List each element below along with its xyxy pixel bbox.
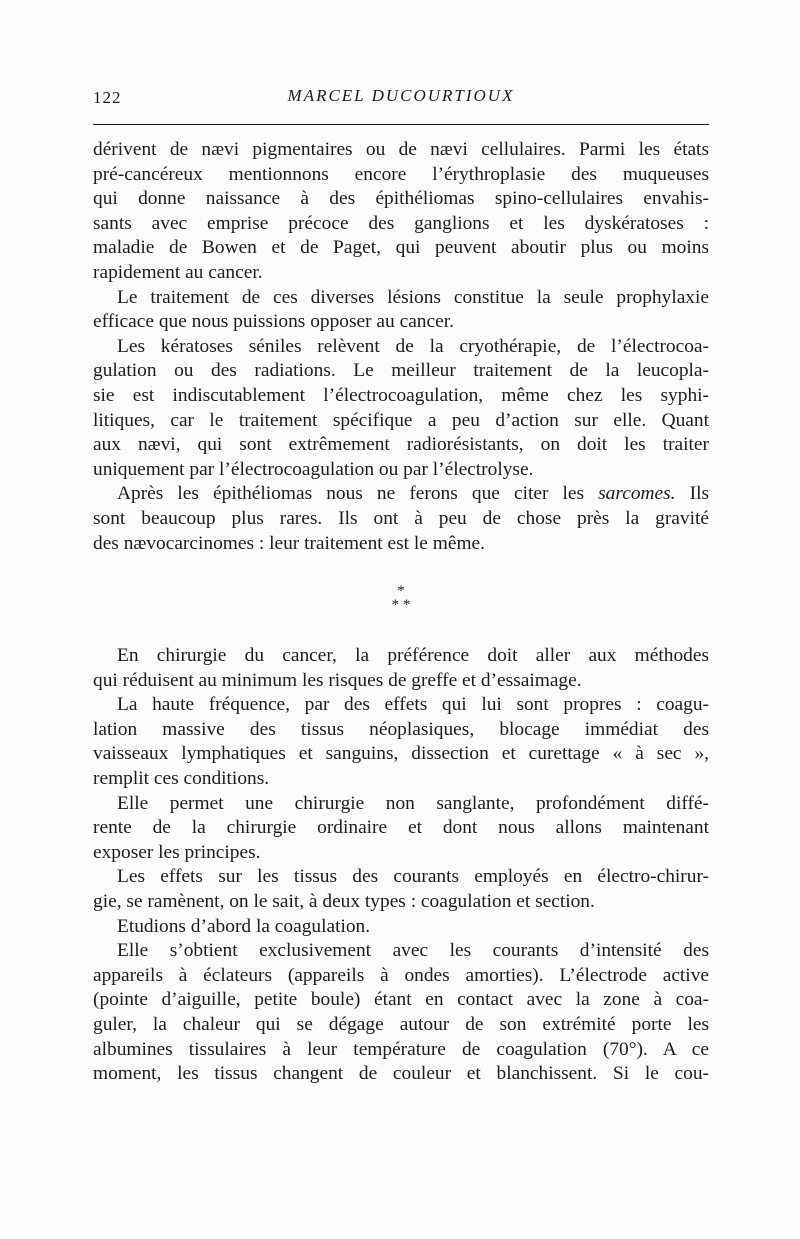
header-rule: [93, 124, 709, 125]
text-line: vaisseaux lymphatiques et sanguins, dissection et curettage « à sec »,: [93, 743, 709, 765]
section-separator-asterism: [93, 584, 709, 612]
text-line: lation massive des tissus néoplasiques, blocage immédiat des: [93, 718, 709, 740]
text-line: moment, les tissus changent de couleur et blanchissent. Si le cou-: [93, 1063, 709, 1085]
text-line: aux nævi, qui sont extrêmement radiorésistants, on doit les traiter: [93, 434, 709, 456]
text-line: exposer les principes.: [93, 841, 261, 863]
paragraph-start-line: Elle s’obtient exclusivement avec les courants d’intensité des: [117, 940, 709, 962]
asterism-bottom: * *: [391, 597, 411, 613]
paragraph-start-line: En chirurgie du cancer, la préférence doit aller aux méthodes: [117, 645, 709, 666]
text-line: pré-cancéreux mentionnons encore l’érythroplasie des muqueuses: [93, 163, 709, 185]
text-line: des nævocarcinomes : leur traitement est le même.: [93, 532, 485, 554]
paragraph-start-line: Le traitement de ces diverses lésions constitue la seule prophylaxie: [117, 286, 709, 308]
text-line: gulation ou des radiations. Le meilleur traitement de la leucopla-: [93, 360, 709, 382]
paragraph-start-line: Les kératoses séniles relèvent de la cryothérapie, de l’électrocoa-: [117, 335, 709, 357]
paragraph-start-line: Les effets sur les tissus des courants employés en électro-chirur-: [117, 866, 709, 888]
text-line: maladie de Bowen et de Paget, qui peuvent aboutir plus ou moins: [93, 237, 709, 259]
body-text-section-2: [93, 644, 709, 1087]
text-line: sont beaucoup plus rares. Ils ont à peu de chose près la gravité: [93, 507, 709, 529]
text-line: efficace que nous puissions opposer au cancer.: [93, 311, 454, 333]
page-header: [93, 82, 709, 112]
text-line: dérivent de nævi pigmentaires ou de nævi cellulaires. Parmi les états: [93, 139, 709, 160]
text-line: remplit ces conditions.: [93, 767, 270, 789]
paragraph-start-line-with-italic: [93, 482, 709, 507]
text-line: albumines tissulaires à leur température de coagulation (70°). A ce: [93, 1038, 709, 1060]
text-line: sie est indiscutablement l’électrocoagulation, même chez les syphi-: [93, 384, 709, 406]
text-line: qui réduisent au minimum les risques de greffe et d’essaimage.: [93, 669, 582, 691]
line-head: Après les épithéliomas nous ne ferons que citer les: [117, 483, 599, 505]
page-number: 122: [93, 88, 122, 107]
italic-word-sarcomes: sarcomes.: [598, 483, 676, 505]
text-line: (pointe d’aiguille, petite boule) étant en contact avec la zone à coa-: [93, 989, 709, 1011]
text-line: uniquement par l’électrocoagulation ou par l’électrolyse.: [93, 458, 534, 480]
paragraph-start-line: Etudions d’abord la coagulation.: [117, 915, 371, 937]
text-line: rapidement au cancer.: [93, 261, 263, 283]
asterism-top: *: [397, 583, 405, 599]
text-line: gie, se ramènent, on le sait, à deux types : coagulation et section.: [93, 890, 595, 912]
paragraph-start-line: Elle permet une chirurgie non sanglante, profondément diffé-: [117, 792, 709, 814]
text-line: rente de la chirurgie ordinaire et dont nous allons maintenant: [93, 817, 709, 839]
text-line: sants avec emprise précoce des ganglions et les dyskératoses :: [93, 212, 709, 234]
body-text-section-1: [93, 138, 709, 556]
text-line: qui donne naissance à des épithéliomas spino-cellulaires envahis-: [93, 188, 709, 210]
text-line: litiques, car le traitement spécifique a peu d’action sur elle. Quant: [93, 409, 709, 431]
text-line: appareils à éclateurs (appareils à ondes amorties). L’électrode active: [93, 964, 709, 986]
running-title: MARCEL DUCOURTIOUX: [287, 86, 515, 105]
book-page: [93, 82, 709, 1085]
paragraph-start-line: La haute fréquence, par des effets qui lui sont propres : coagu-: [117, 694, 709, 716]
text-line: guler, la chaleur qui se dégage autour de son extrémité porte les: [93, 1013, 709, 1035]
line-tail: Ils: [675, 483, 709, 505]
